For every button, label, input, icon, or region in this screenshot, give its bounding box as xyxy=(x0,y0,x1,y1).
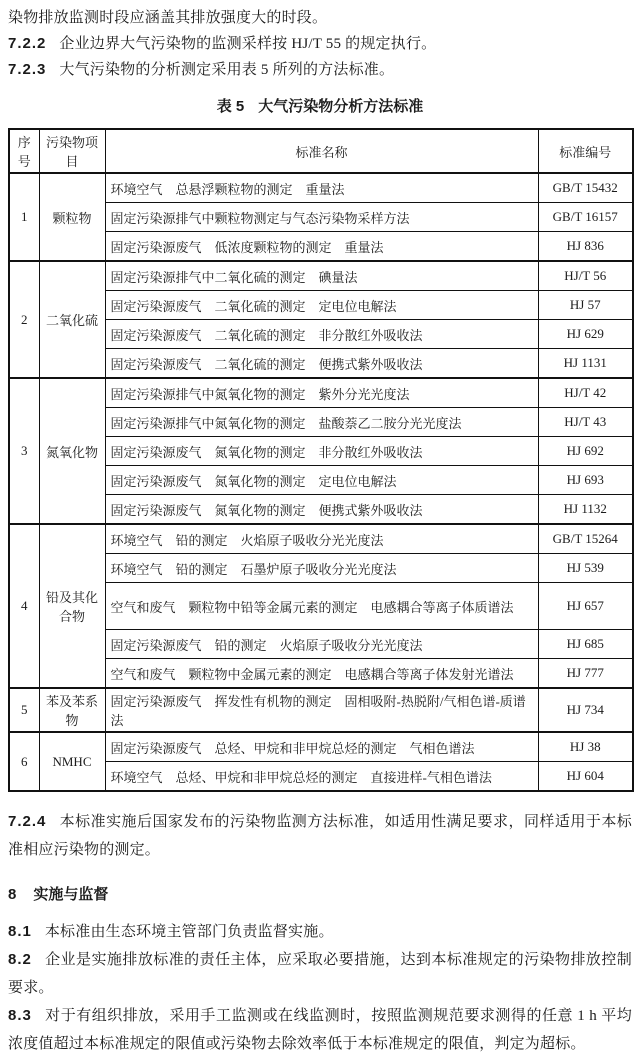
after-table-section xyxy=(8,808,632,1058)
standard-code-cell: HJ 693 xyxy=(538,466,633,495)
clause-81-number: 8.1 xyxy=(8,923,32,940)
row-number-cell: 1 xyxy=(9,173,39,261)
standard-name-cell: 环境空气 铅的测定 火焰原子吸收分光光度法 xyxy=(105,524,538,554)
standard-code-cell: HJ/T 56 xyxy=(538,261,633,291)
standard-name-cell: 固定污染源废气 低浓度颗粒物的测定 重量法 xyxy=(105,232,538,262)
standard-code-cell: GB/T 15264 xyxy=(538,524,633,554)
standard-code-cell: GB/T 16157 xyxy=(538,203,633,232)
standard-name-cell: 固定污染源废气 总烃、甲烷和非甲烷总烃的测定 气相色谱法 xyxy=(105,732,538,762)
clause-82 xyxy=(8,946,632,1002)
table-header-row xyxy=(9,129,633,173)
table-title-text: 大气污染物分析方法标准 xyxy=(258,98,424,115)
row-number-cell: 3 xyxy=(9,378,39,524)
standard-name-cell: 环境空气 总悬浮颗粒物的测定 重量法 xyxy=(105,173,538,203)
row-number-cell: 6 xyxy=(9,732,39,791)
table-row xyxy=(9,378,633,408)
header-cell: 污染物项目 xyxy=(39,129,105,173)
standard-name-cell: 固定污染源排气中二氧化硫的测定 碘量法 xyxy=(105,261,538,291)
header-cell: 标准编号 xyxy=(538,129,633,173)
standard-code-cell: HJ 657 xyxy=(538,583,633,630)
pollutant-cell: 颗粒物 xyxy=(39,173,105,261)
row-number-cell: 2 xyxy=(9,261,39,378)
section-8-title: 实施与监督 xyxy=(33,886,109,903)
clause-83-number: 8.3 xyxy=(8,1007,32,1024)
intro-continuation-line xyxy=(8,5,632,31)
table-title xyxy=(8,95,632,116)
pollutant-cell: 苯及苯系物 xyxy=(39,688,105,732)
table-title-number: 表 5 xyxy=(216,98,245,115)
header-cell: 标准名称 xyxy=(105,129,538,173)
methods-table xyxy=(8,128,634,792)
standard-name-cell: 空气和废气 颗粒物中铅等金属元素的测定 电感耦合等离子体质谱法 xyxy=(105,583,538,630)
pollutant-cell: 铅及其化合物 xyxy=(39,524,105,688)
standard-name-cell: 固定污染源废气 二氧化硫的测定 便携式紫外吸收法 xyxy=(105,349,538,379)
clause-722-text: 企业边界大气污染物的监测采样按 HJ/T 55 的规定执行。 xyxy=(59,36,437,52)
section-8-number: 8 xyxy=(8,886,18,903)
clause-83-text: 对于有组织排放，采用手工监测或在线监测时，按照监测规范要求测得的任意 1 h 平均浓度值超过本标准规定的限值或污染物去除效率低于本标准规定的限值，判定为超标。 xyxy=(8,1008,632,1052)
standard-code-cell: HJ 604 xyxy=(538,762,633,792)
table-group xyxy=(9,173,633,261)
table-group xyxy=(9,378,633,524)
standard-name-cell: 固定污染源废气 挥发性有机物的测定 固相吸附-热脱附/气相色谱-质谱法 xyxy=(105,688,538,732)
standard-name-cell: 固定污染源废气 氮氧化物的测定 定电位电解法 xyxy=(105,466,538,495)
clause-722-number: 7.2.2 xyxy=(8,35,47,52)
standard-name-cell: 固定污染源废气 铅的测定 火焰原子吸收分光光度法 xyxy=(105,630,538,659)
pollutant-cell: 二氧化硫 xyxy=(39,261,105,378)
standard-name-cell: 环境空气 总烃、甲烷和非甲烷总烃的测定 直接进样-气相色谱法 xyxy=(105,762,538,792)
clause-723-number: 7.2.3 xyxy=(8,61,47,78)
standard-name-cell: 固定污染源废气 二氧化硫的测定 定电位电解法 xyxy=(105,291,538,320)
table-group xyxy=(9,688,633,732)
row-number-cell: 4 xyxy=(9,524,39,688)
standard-code-cell: HJ/T 42 xyxy=(538,378,633,408)
standard-name-cell: 固定污染源废气 二氧化硫的测定 非分散红外吸收法 xyxy=(105,320,538,349)
table-group xyxy=(9,261,633,378)
pollutant-cell: NMHC xyxy=(39,732,105,791)
standard-code-cell: HJ 539 xyxy=(538,554,633,583)
clause-724 xyxy=(8,808,632,864)
clause-81 xyxy=(8,918,632,946)
section-8-heading xyxy=(8,881,632,908)
header-cell: 序号 xyxy=(9,129,39,173)
table-group xyxy=(9,732,633,791)
table-group xyxy=(9,524,633,688)
table-row xyxy=(9,732,633,762)
standard-code-cell: HJ 1131 xyxy=(538,349,633,379)
clause-723-text: 大气污染物的分析测定采用表 5 所列的方法标准。 xyxy=(59,62,395,78)
standard-code-cell: HJ 734 xyxy=(538,688,633,732)
standard-code-cell: HJ 38 xyxy=(538,732,633,762)
standard-name-cell: 固定污染源废气 氮氧化物的测定 非分散红外吸收法 xyxy=(105,437,538,466)
clause-81-text: 本标准由生态环境主管部门负责监督实施。 xyxy=(44,924,334,940)
standard-name-cell: 固定污染源废气 氮氧化物的测定 便携式紫外吸收法 xyxy=(105,495,538,525)
standard-code-cell: HJ 57 xyxy=(538,291,633,320)
standard-name-cell: 空气和废气 颗粒物中金属元素的测定 电感耦合等离子体发射光谱法 xyxy=(105,659,538,689)
row-number-cell: 5 xyxy=(9,688,39,732)
clause-723 xyxy=(8,57,632,83)
clause-82-number: 8.2 xyxy=(8,951,32,968)
standard-name-cell: 固定污染源排气中颗粒物测定与气态污染物采样方法 xyxy=(105,203,538,232)
table-row xyxy=(9,524,633,554)
table-row xyxy=(9,261,633,291)
standard-name-cell: 固定污染源排气中氮氧化物的测定 盐酸萘乙二胺分光光度法 xyxy=(105,408,538,437)
clause-724-number: 7.2.4 xyxy=(8,813,47,830)
clause-83 xyxy=(8,1002,632,1058)
standard-code-cell: HJ 629 xyxy=(538,320,633,349)
pollutant-cell: 氮氧化物 xyxy=(39,378,105,524)
table-row xyxy=(9,688,633,732)
table-row xyxy=(9,173,633,203)
standard-code-cell: HJ 777 xyxy=(538,659,633,689)
standard-name-cell: 环境空气 铅的测定 石墨炉原子吸收分光光度法 xyxy=(105,554,538,583)
standard-name-cell: 固定污染源排气中氮氧化物的测定 紫外分光光度法 xyxy=(105,378,538,408)
intro-continuation-text: 染物排放监测时段应涵盖其排放强度大的时段。 xyxy=(8,10,328,26)
standard-code-cell: HJ 685 xyxy=(538,630,633,659)
standard-code-cell: HJ/T 43 xyxy=(538,408,633,437)
clause-82-text: 企业是实施排放标准的责任主体，应采取必要措施，达到本标准规定的污染物排放控制要求。 xyxy=(8,952,632,996)
standard-code-cell: GB/T 15432 xyxy=(538,173,633,203)
standard-code-cell: HJ 692 xyxy=(538,437,633,466)
table-header xyxy=(9,129,633,173)
standard-code-cell: HJ 836 xyxy=(538,232,633,262)
clause-724-text: 本标准实施后国家发布的污染物监测方法标准，如适用性满足要求，同样适用于本标准相应污染物的测定。 xyxy=(8,814,632,858)
standard-code-cell: HJ 1132 xyxy=(538,495,633,525)
clause-722 xyxy=(8,31,632,57)
